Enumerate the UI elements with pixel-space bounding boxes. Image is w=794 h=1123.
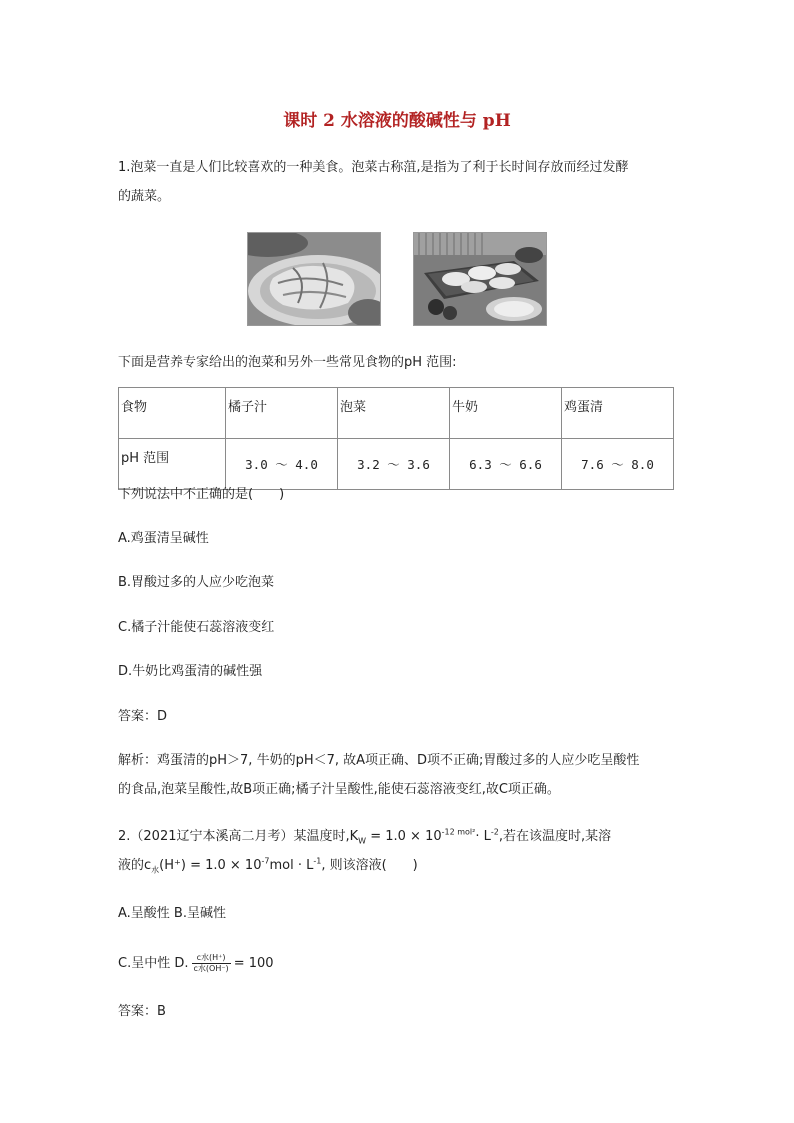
table-header-cell: 泡菜 bbox=[338, 388, 450, 439]
fraction-numerator: c水(H⁺) bbox=[192, 953, 231, 964]
q2-superscript: -7 bbox=[261, 856, 270, 866]
q2-superscript: -2 bbox=[490, 827, 499, 837]
q2-stem-line1 bbox=[118, 822, 678, 851]
table-cell: pH 范围 bbox=[119, 439, 226, 490]
q2-text: ,若在该温度时,某溶 bbox=[498, 829, 612, 844]
table-cell: 6.3 ～ 6.6 bbox=[450, 439, 562, 490]
ratio-fraction bbox=[192, 953, 231, 974]
table-header-cell: 牛奶 bbox=[450, 388, 562, 439]
table-header-row bbox=[119, 388, 674, 439]
food-tray-photo bbox=[413, 232, 547, 326]
q1-answer: 答案：D bbox=[118, 709, 168, 724]
q1-option-d: D.牛奶比鸡蛋清的碱性强 bbox=[118, 664, 263, 679]
table-cell: 3.2 ～ 3.6 bbox=[338, 439, 450, 490]
q2-superscript: -1 bbox=[313, 856, 322, 866]
q1-analysis bbox=[118, 746, 678, 804]
q2-stem-line2 bbox=[118, 851, 678, 880]
ph-range-table bbox=[118, 387, 674, 490]
q2-text: (H⁺) = 1.0 × 10 bbox=[159, 858, 262, 873]
kimchi-photo bbox=[247, 232, 381, 326]
table-intro: 下面是营养专家给出的泡菜和另外一些常见食物的pH 范围: bbox=[118, 355, 457, 370]
q2-subscript: W bbox=[358, 836, 367, 846]
table-cell: 7.6 ～ 8.0 bbox=[562, 439, 674, 490]
table-header-cell: 橘子汁 bbox=[226, 388, 338, 439]
q1-analysis-line2: 的食品,泡菜呈酸性,故B项正确;橘子汁呈酸性,能使石蕊溶液变红,故C项正确。 bbox=[118, 782, 560, 797]
q2-text: , 则该溶液( ) bbox=[321, 858, 418, 873]
q2-text: 液的c bbox=[118, 858, 152, 873]
q1-intro-line2: 的蔬菜。 bbox=[118, 189, 171, 204]
question-2-stem bbox=[118, 822, 678, 880]
table-header-cell: 鸡蛋清 bbox=[562, 388, 674, 439]
q2-text: mol · L bbox=[269, 858, 314, 873]
q1-option-a: A.鸡蛋清呈碱性 bbox=[118, 531, 209, 546]
q1-option-c: C.橘子汁能使石蕊溶液变红 bbox=[118, 620, 275, 635]
q2-text: 2.（2021辽宁本溪高二月考）某温度时,K bbox=[118, 829, 359, 844]
q2-text: = 1.0 × 10 bbox=[366, 829, 442, 844]
table-cell: 3.0 ～ 4.0 bbox=[226, 439, 338, 490]
q1-intro-line1: 1.泡菜一直是人们比较喜欢的一种美食。泡菜古称菹,是指为了利于长时间存放而经过发酵 bbox=[118, 160, 629, 175]
q2-subscript: 水 bbox=[151, 865, 160, 875]
q2-text: · L bbox=[475, 829, 491, 844]
q2-option-c-text: C.呈中性 D. bbox=[118, 956, 189, 971]
table-header-cell: 食物 bbox=[119, 388, 226, 439]
question-1-intro bbox=[118, 153, 678, 211]
page-title: 课时 2 水溶液的酸碱性与 pH bbox=[283, 111, 511, 131]
q1-option-b: B.胃酸过多的人应少吃泡菜 bbox=[118, 575, 275, 590]
q2-superscript: -12 mol² bbox=[441, 827, 476, 837]
fraction-value: = 100 bbox=[233, 956, 274, 971]
q2-options-cd bbox=[118, 949, 678, 978]
fraction-denominator: c水(OH⁻) bbox=[193, 964, 229, 973]
q1-analysis-line1: 解析：鸡蛋清的pH＞7, 牛奶的pH＜7, 故A项正确、D项不正确;胃酸过多的人应少吃呈酸性 bbox=[118, 753, 640, 768]
q1-stem: 下列说法中不正确的是( ) bbox=[118, 487, 285, 502]
q2-answer: 答案：B bbox=[118, 1004, 166, 1019]
q2-options-ab: A.呈酸性 B.呈碱性 bbox=[118, 906, 226, 921]
